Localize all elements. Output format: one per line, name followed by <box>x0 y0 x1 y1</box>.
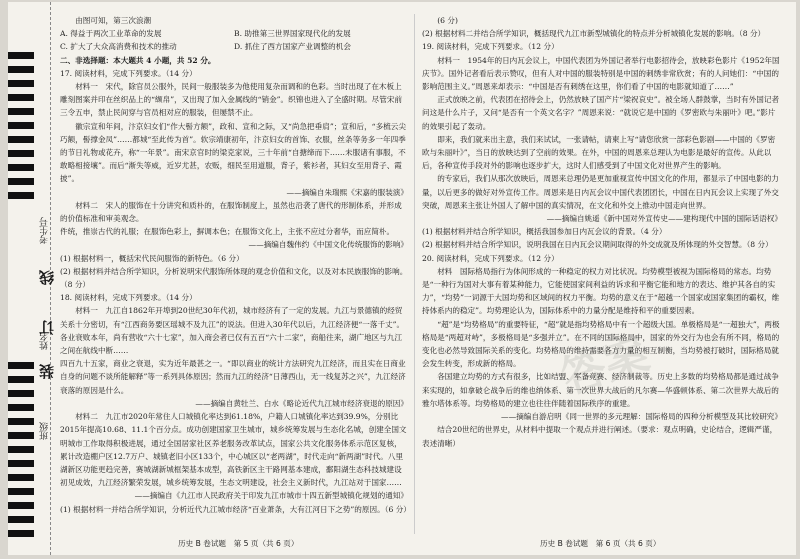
q20-title: 20. 阅读材料，完成下列要求。（12 分） <box>422 253 559 263</box>
q19-title: 19. 阅读材料，完成下列要求。（12 分） <box>422 42 559 52</box>
q17-source-1: ——摘编自朱瑞熙《宋嘉的服装演》 <box>286 187 408 197</box>
class-label: 班级 <box>40 422 50 440</box>
q19-material-1: 材料一 1954年的日内瓦会议上，中国代表团为外国记者举行电影招待会，放映彩色影片《1952年国庆节》。国外记者看后表示赞叹，但有人对中国的服装特别是中国的刺绣非常欣赏；有的人问她们：“中国的影响范围主义。”周恩来却表示：“中国是否有刺绣在这里，你们看了中国的电影就知道了……” <box>422 55 780 92</box>
q18-title: 18. 阅读材料，完成下列要求。（14 分） <box>60 293 197 303</box>
order-mark: 订 <box>38 320 56 335</box>
q17-material-2b: 件统，推崇古代的礼服；在服饰色彩上，摒调本色；在服饰文化上，主张不应过分奢华，而应简朴。 <box>60 227 395 237</box>
q20-material-c: 各国建立均势的方式有很多，比如结盟、军备竞赛、经济制裁等。历史上多数的均势格局都是通过战争来实现的，如拿破仑战争后的维也纳体系、第一次世界大战后的凡尔赛—华盛顿体系、第二次世界大战后的雅尔塔体系等。均势格局的建立也往往伴随着国际秩序的重建。 <box>422 372 779 408</box>
q18-source-1: ——摘编自黄牡兰、白水《略论近代九江城市经济衰退的原因》 <box>195 398 408 408</box>
q20-ask: 结合20世纪的世界史，从材料中提取一个观点并进行阐述。（要求：观点明确，史论结合，逻辑严谨，表述清晰） <box>422 425 778 448</box>
q18-ask-1: (1) 根据材料一并结合所学知识，分析近代九江城市经济“百业萧条，大有江河日下之势”的原因。（6 分） <box>60 504 411 514</box>
q20-material: 材料 国际格局指行为体间形成的一种稳定的权力对比状况。均势模型被视为国际格局的常态。均势是“一种行为国对大事有着某种能力，它能使国家间利益的诉求和平衡它能和地方的表达、维护其各自的实力”，“均势”一词源于大国均势和区域间的权力平衡。均势的意义在于“超越一个国家或国家集团的霸权，维持体系内的稳定”。均势理论认为，国际体系中的力量分配是维持和平的重要因素。 <box>422 266 780 316</box>
q17-material-1: 材料一 宋代，除官员公服外，民间一般服装多为他使用复杂而调和的色彩。当时出现了在木板上雕刻图案并印在丝织品上的“缬帛”，又出现了加入金属线的“销金”。织锦也进入了全盛时期。尽管宋前三令五申，禁止民间穿与官员相对应的服装，但屡禁不止。 <box>60 82 403 118</box>
q19-material-1b: 正式放映之前，代表团在招待会上，仍然放映了国产片“梁祝哀史”。被全场人群鼓掌，当时有外国记者问这是什么片子，又问“是否有一个英文名字？”周恩来说：“就说它是中国的《罗密欧与朱丽叶》吧。”影片的效果引起了轰动。 <box>422 95 780 131</box>
line-mark: 线 <box>38 270 56 285</box>
q18-ask-2: (2) 根据材料二并结合所学知识，概括现代九江市新型城镇化的特点并分析城镇化发展的影响。（8 分） <box>422 29 766 39</box>
q16-option-a: A. 得益于两次工业革命的发展 <box>60 29 162 39</box>
footer-right: 历史 B 卷试题 第 6 页（共 6 页） <box>540 539 661 548</box>
q17-ask-1: (1) 根据材料一，概括宋代民间服饰的新特色。（6 分） <box>60 253 244 263</box>
q19-ask-1: (1) 根据材料并结合所学知识，概括我国参加日内瓦会议的背景。（4 分） <box>422 227 667 237</box>
q20-source: ——摘编自游启明《同一世界的多元理解：国际格局的四种分析模型及其比较研究》 <box>501 412 782 422</box>
q16-options <box>60 27 408 53</box>
q18-material-1b: 四百九十五家，商业之衰退，实为近年最甚之一。“即以商业的统计方法研究九江经济，而且实在日商业自身的问题不谈所能解释”等一系列具体原因；然而九江的经济“日薄西山，无一线复苏之兴”，九江经济衰落的原因是什么。 <box>60 359 406 395</box>
q18-material-2: 材料二 九江市2020年常住人口城镇化率达到61.18%，户籍人口城镇化率达到39.9%，分别比2015年提高10.68、11.1个百分点。成功创建国家卫生城市，城乡统筹发展与生态化名城，创建全国文明城市工作取得积极进展，通过全国居家社区养老服务改革试点，国家公共文化服务体系示范区复核，累计改造棚户区12.7万户、城镇老旧小区133个，中心城区以“老两湖”，时代走向“新两湖”时代。八里湖新区功能更趋完善，赛城湖新城框架基本成型，高铁新区主干路网基本建成，鄱阳湖生态科技城建设初见成效，九江经济繁荣发展，城乡统筹发展，生态文明建设，社会主义新时代，九江站对于国家…… <box>60 412 407 488</box>
q18-material-1: 材料一 九江自1862年开埠到20世纪30年代初，城市经济有了一定的发展。九江与景德镇的经贸关系十分密切，有“江西商务要区瑶城不及九江”的说法。但进入30年代以后，九江经济便“一落千丈”。各业衰败本年，尚有营收“六十七家”，加入商会者已仅有五百“六十二家”，商船往来，湖广地区与九江之间在航线中断…… <box>60 306 405 356</box>
binding-margin <box>8 2 56 555</box>
q17-source-2: ——摘编自魏伟约《中国文化传统服饰的影响》 <box>248 240 408 250</box>
name-label: 姓名 <box>40 332 50 350</box>
q17-ask-2: (2) 根据材料并结合所学知识，分析说明宋代服饰所体现的观念价值和文化，以及对本民族服饰的影响。（8 分） <box>60 266 408 290</box>
q17-title: 17. 阅读材料，完成下列要求。（14 分） <box>60 68 197 78</box>
watermark: 答案 <box>555 328 656 405</box>
q19-material-1d: 的专家后，我们从那次放映后，周恩来总理仍是更加重视宣传中国文化的作用，都显示了中国电影的力量，以后更多的做好对外宣传工作。周恩来是日内瓦会议中国代表团团长，中国在日内瓦会议上实现了外交突破，周恩来主张让外国人了解中国的真实情况，在文化和外交上推动中国走向世界。 <box>422 174 779 210</box>
q18-source-2: ——摘编自《九江市人民政府关于印发九江市城市十四五新型城镇化规划的通知》 <box>134 491 408 501</box>
q18-continued: (6 分) <box>437 16 458 25</box>
q16-tail: 由图可知，第三次浪潮 <box>75 16 152 25</box>
q16-option-d: D. 抓住了西方国家产业调整的机会 <box>234 42 351 52</box>
q17-material-2: 材料二 宋人的服饰在十分讲究和质朴的，在服饰制度上，虽然也沿袭了唐代的形制体系，并形成的价值标准和审美观念。 <box>60 200 402 224</box>
q20-material-b: “超”是“均势格局”的重要特征，“超”就是指均势格局中有一个超级大国。单极格局是“一超独大”，两极格局是“两超对峙”，多极格局是“多强并立”。在不同的国际格局中，国家的外交行为也会有所不同，格局的变化也必然导致国际关系的变化。均势格局的维持需要各方力量的相互制衡，当均势被打破时，国际格局就会发生转变，形成新的格局。 <box>422 319 780 369</box>
q19-ask-2: (2) 根据材料并结合所学知识，说明我国在日内瓦会议期间取得的外交成就及所体现的外交智慧。（8 分） <box>422 240 773 250</box>
q16-option-c: C. 扩大了大众高消费和技术的推动 <box>60 42 177 52</box>
left-column <box>60 14 411 516</box>
q19-source: ——摘编自姚遥《新中国对外宣传史——建构现代中国的国际话语权》 <box>546 214 782 224</box>
binding-mark: 装 <box>38 364 56 379</box>
column-divider <box>414 14 415 534</box>
section-heading: 二、非选择题：本大题共 4 小题，共 52 分。 <box>60 55 216 65</box>
q16-option-b: B. 助推第三世界国家现代化的发展 <box>234 29 351 39</box>
q17-material-1b: 徽宗宣和年间，汴京妇女们“作大髻方额”，政和、宣和之际，又“尚急把垂肩”；宣和后，“多梳云尖巧额，髻撑金凤”……都城“至此传为首”。软宗靖康初年，汴京妇女的首饰、衣服，丝条等务多一年四季的节日礼物或花卉，称“一年景”。南宋京官时的梁克家说，三十年前“自搪缔而下……未服诸有事服，不敢略相接壤”。而后“渐失等威，近岁尤甚，农贩，细民至用道服，背子，紫衫者，其妇女至用背子、霞披”。 <box>60 121 406 184</box>
footer-left: 历史 B 卷试题 第 5 页（共 6 页） <box>178 539 299 548</box>
kaosheng-label: 考生号 <box>40 217 50 244</box>
q19-material-1c: 即来，我们就来出主意，我们来试试，一张请帖，请柬上写“请您欣赏一部彩色影剧——中国的《罗密欧与朱丽叶》”，当日的放映达到了空前的效果。在外，中国的周恩来总理认为电影是最好的宣传。从此以后，各种宣传手段对外的影响也逐步扩大，这时人们感受到了中国文化对世界产生的影响。 <box>422 134 776 171</box>
